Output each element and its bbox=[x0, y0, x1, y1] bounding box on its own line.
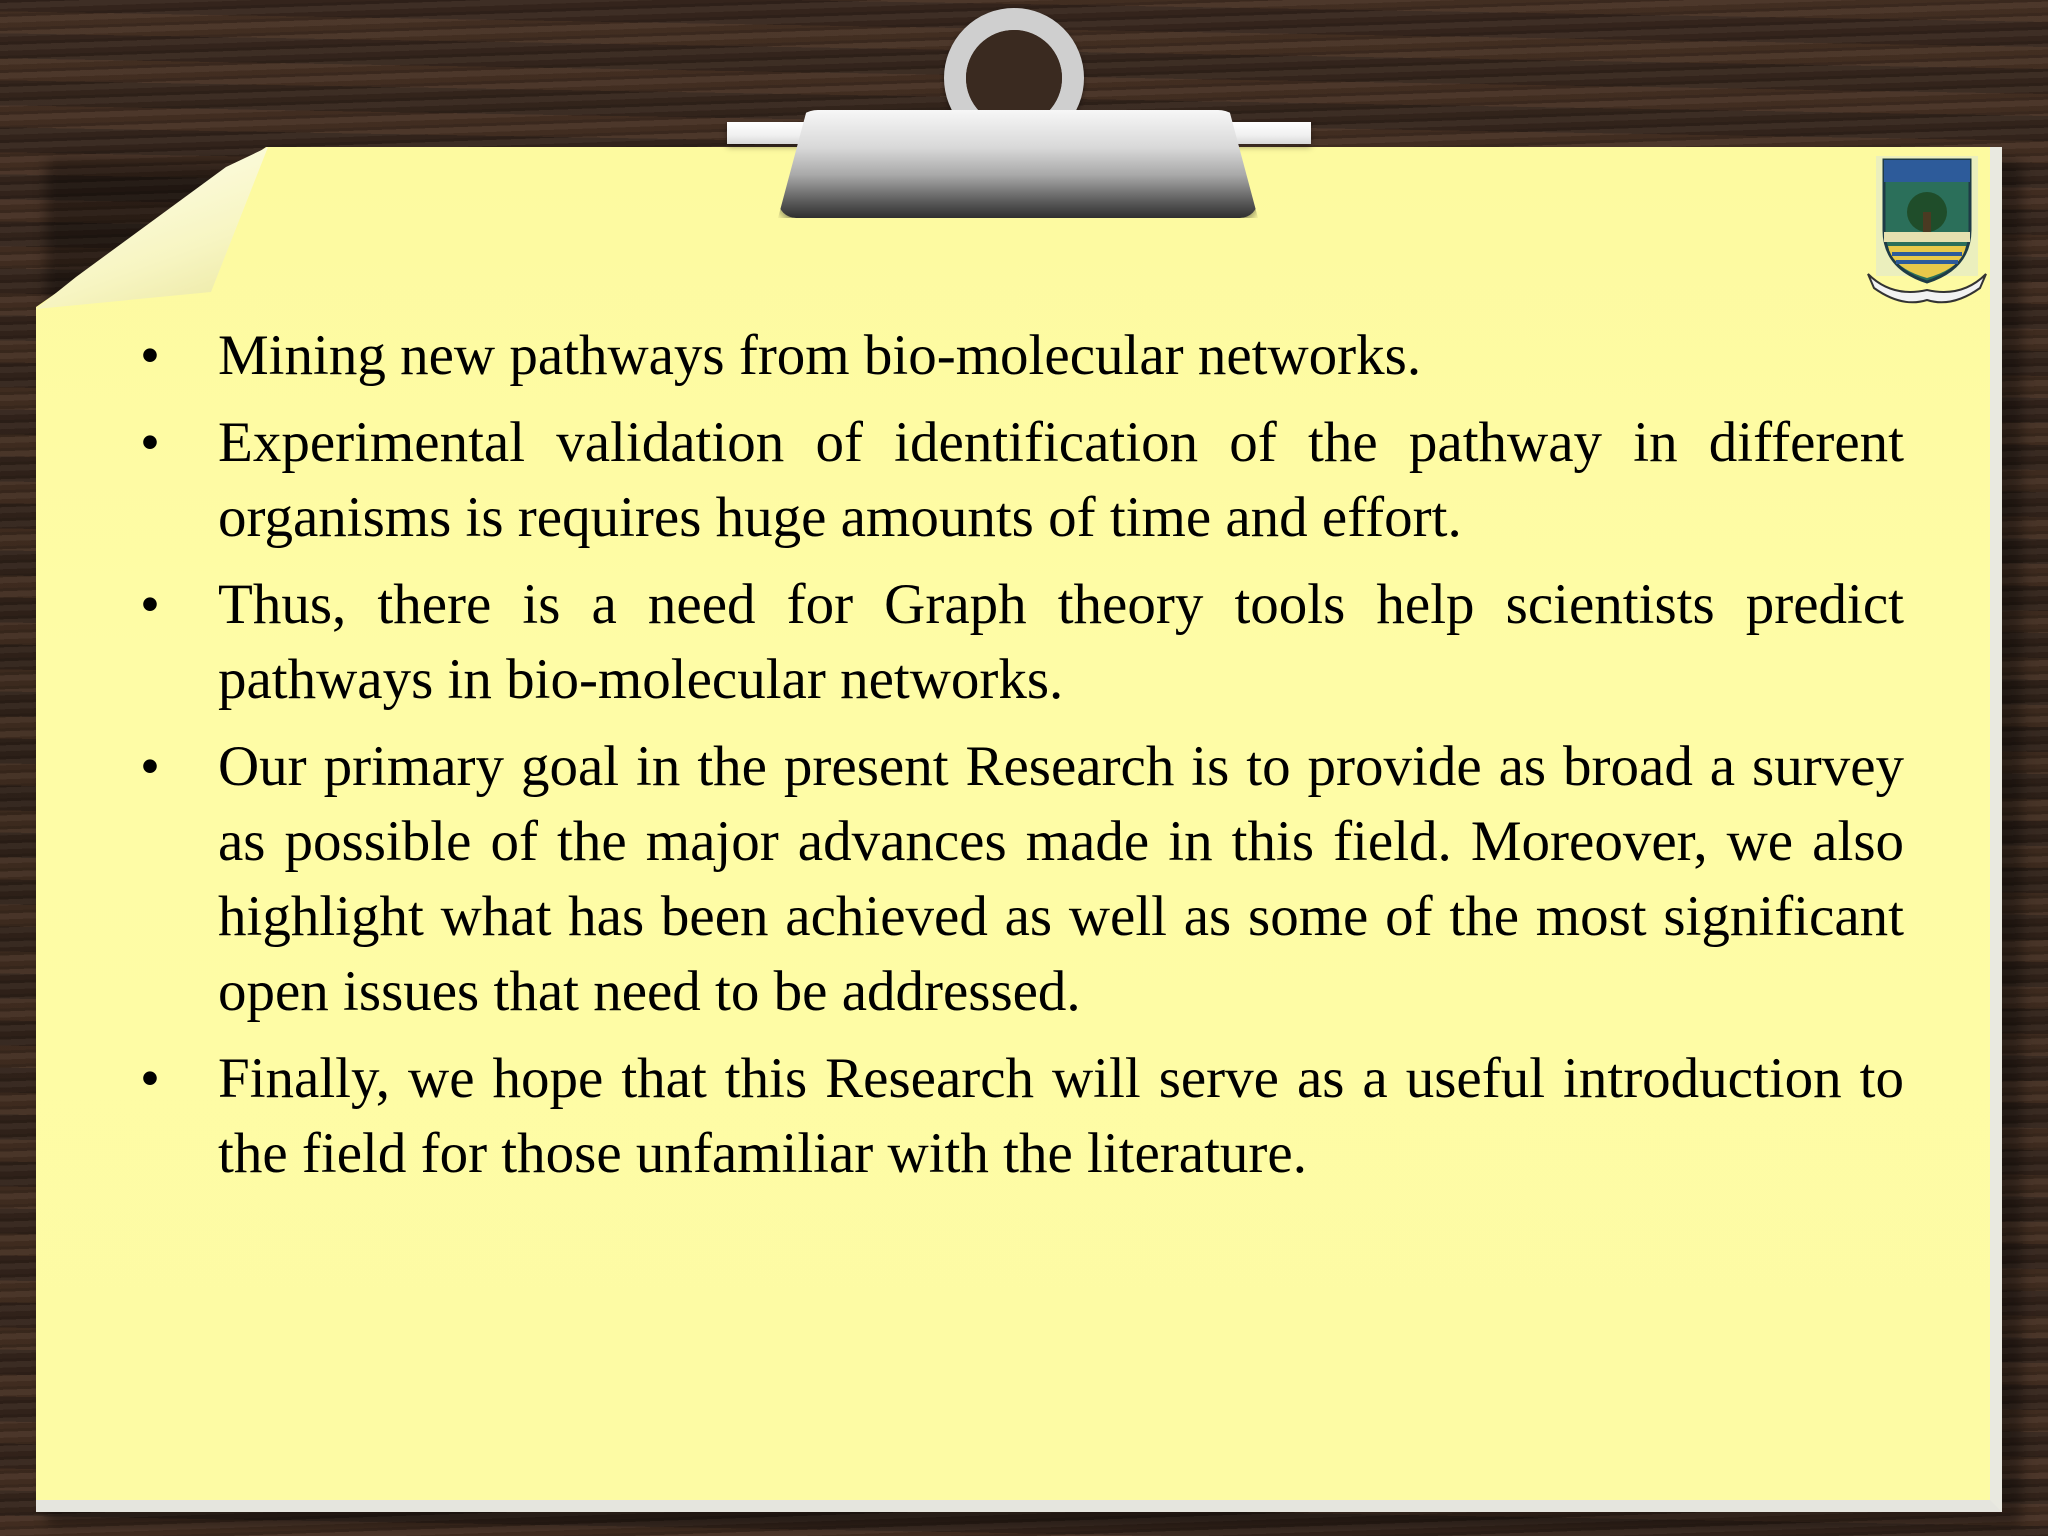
bullet-marker: • bbox=[140, 411, 160, 474]
bullet-text: Our primary goal in the present Research is to provide as broad a survey as possible of the major advances made in this field. Moreover, we also highlight what has been achieved as well as some of the most significant open issues that need to be addressed. bbox=[218, 735, 1904, 1023]
bullet-item bbox=[140, 567, 1904, 717]
binder-clip-icon bbox=[778, 110, 1258, 218]
bullet-text: Mining new pathways from bio-molecular networks. bbox=[218, 324, 1422, 387]
bullet-marker: • bbox=[140, 324, 160, 387]
bullet-text: Thus, there is a need for Graph theory tools help scientists predict pathways in bio-molecular networks. bbox=[218, 573, 1904, 711]
bullet-marker: • bbox=[140, 1047, 160, 1110]
bullet-list bbox=[140, 318, 1904, 1203]
bullet-text: Finally, we hope that this Research will serve as a useful introduction to the field for those unfamiliar with the literature. bbox=[218, 1047, 1904, 1185]
university-crest-logo bbox=[1862, 150, 1992, 310]
bullet-item bbox=[140, 405, 1904, 555]
bullet-item bbox=[140, 1041, 1904, 1191]
bullet-item bbox=[140, 318, 1904, 393]
bullet-text: Experimental validation of identification of the pathway in different organisms is requires huge amounts of time and effort. bbox=[218, 411, 1904, 549]
bullet-marker: • bbox=[140, 735, 160, 798]
bullet-item bbox=[140, 729, 1904, 1029]
bullet-marker: • bbox=[140, 573, 160, 636]
